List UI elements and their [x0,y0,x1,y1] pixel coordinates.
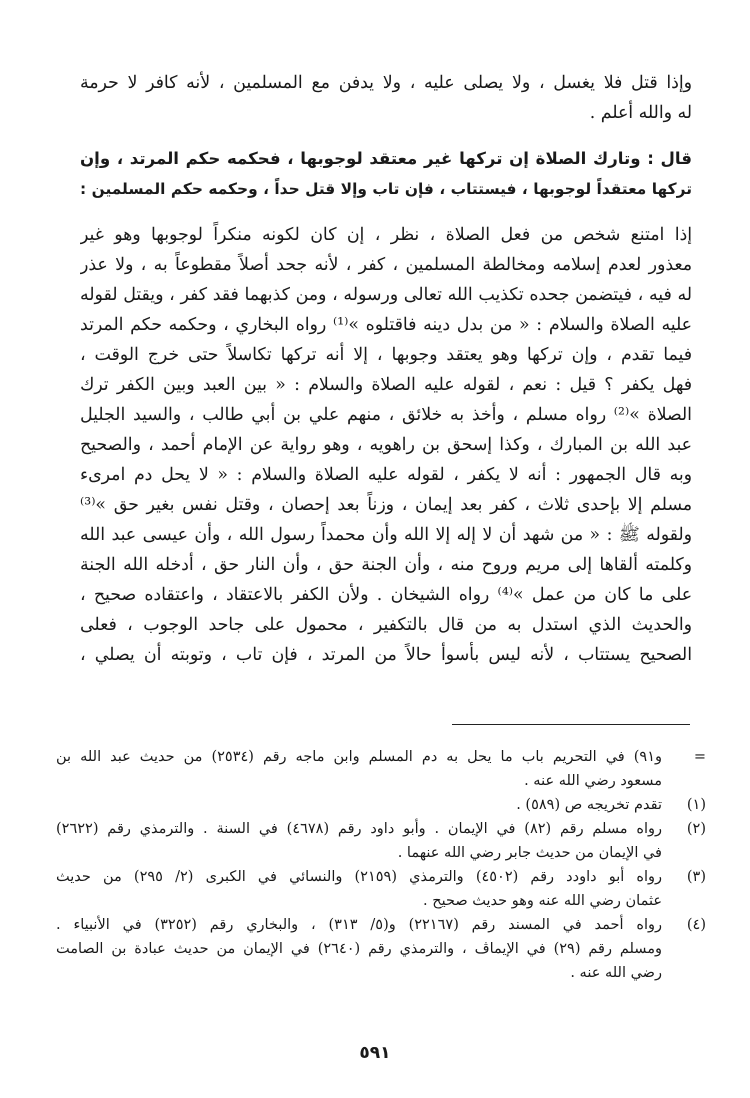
footnote-continued [56,745,706,793]
text-line: ولقوله ﷺ : « من شهد أن لا إله إلا الله وأن محمداً رسول الله ، وأن عيسى عبد الله [80,525,692,545]
footnote-line: في الإيمان من حديث جابر رضي الله عنهما . [397,845,662,861]
footnote-marker: (٣) [686,869,706,885]
footnote-3 [56,865,706,913]
footnote-line: عثمان رضي الله عنه وهو حديث صحيح . [423,893,662,909]
footnotes [56,745,706,985]
footnote-marker: (٢) [686,821,706,837]
footnote-line: تقدم تخريجه ص (٥٨٩) . [516,797,662,813]
matn-paragraph [80,144,692,204]
footnote-line: رواه أبو داودد رقم (٤٥٠٢) والترمذي (٢١٥٩) والنسائي في الكبرى (٢/ ٢٩٥) من حديث [56,869,662,885]
footnote-marker: (١) [686,797,706,813]
text-line: معذور لعدم إسلامه ومخالطة المسلمين ، كفر ، لأنه جحد أصلاً مقطوعاً به ، ولا عذر [80,255,692,275]
text-line: وإذا قتل فلا يغسل ، ولا يصلى عليه ، ولا يدفن مع المسلمين ، لأنه كافر لا حرمة [80,73,692,93]
main-text [80,68,692,670]
text-line: وبه قال الجمهور : أنه لا يكفر ، لقوله عليه الصلاة والسلام : « لا يحل دم امرىء [80,465,692,485]
footnote-line: و٩١) في التحريم باب ما يحل به دم المسلم وابن ماجه رقم (٢٥٣٤) من حديث عبد الله بن [56,749,662,765]
footnote-line: رضي الله عنه . [570,965,662,981]
text-line: الصلاة »⁽²⁾ رواه مسلم ، وأخذ به خلائق ، منهم علي بن أبي طالب ، والسيد الجليل [80,405,692,425]
footnote-line: رواه أحمد في المسند رقم (٢٢١٦٧) و(٥/ ٣١٣) ، والبخاري رقم (٣٢٥٢) في الأنبياء . [56,917,662,933]
text-line: عليه الصلاة والسلام : « من بدل دينه فاقتلوه »⁽¹⁾ رواه البخاري ، وحكمه حكم المرتد [80,315,692,335]
paragraph-1 [80,68,692,128]
text-line: مسلم إلا بإحدى ثلاث ، كفر بعد إيمان ، وزناً بعد إحصان ، وقتل نفس بغير حق »⁽³⁾ [80,495,692,515]
text-line: عبد الله بن المبارك ، وكذا إسحق بن راهويه ، وهو رواية عن الإمام أحمد ، والصحيح [80,435,692,455]
footnote-4 [56,913,706,985]
text-line: فيما تقدم ، وإن تركها وهو يعتقد وجوبها ، إلا أنه تركها تكاسلاً حتى خرج الوقت ، [80,345,692,365]
footnote-marker: = [693,749,706,765]
text-line: وكلمته ألقاها إلى مريم وروح منه ، وأن الجنة حق ، وأن النار حق ، أدخله الله الجنة [80,555,692,575]
footnote-2 [56,817,706,865]
text-line: الصحيح يستتاب ، لأنه ليس بأسوأ حالاً من المرتد ، فإن تاب ، وتوبته أن يصلي ، [80,645,692,665]
footnote-line: رواه مسلم رقم (٨٢) في الإيمان . وأبو داود رقم (٤٦٧٨) في السنة . والترمذي رقم (٢٦٢٢) [56,821,662,837]
text-line: له فيه ، فيتضمن جحده تكذيب الله تعالى ورسوله ، ومن كذبهما فقد كفر ، ويقتل لقوله [80,285,692,305]
text-line: والحديث الذي استدل به من قال بالتكفير ، محمول على جاحد الوجوب ، فعلى [80,615,692,635]
text-line: له والله أعلم . [589,103,692,123]
text-line: فهل يكفر ؟ قيل : نعم ، لقوله عليه الصلاة والسلام : « بين العبد وبين الكفر ترك [80,375,692,395]
footnote-separator [452,724,690,725]
paragraph-2 [80,220,692,670]
text-line: على ما كان من عمل »⁽⁴⁾ رواه الشيخان . ولأن الكفر بالاعتقاد ، واعتقاده صحيح ، [80,585,692,605]
footnote-marker: (٤) [686,917,706,933]
matn-line: قال : وتارك الصلاة إن تركها غير معتقد لوجوبها ، فحكمه حكم المرتد ، وإن [80,149,692,168]
footnote-1 [56,793,706,817]
footnote-line: مسعود رضي الله عنه . [524,773,662,789]
footnote-line: ومسلم رقم (٢٩) في الإيماڤ ، والترمذي رقم (٢٦٤٠) في الإيمان من حديث عبادة بن الصامت [56,941,662,957]
page-number: ٥٩١ [359,1043,391,1063]
text-line: إذا امتنع شخص من فعل الصلاة ، نظر ، إن كان لكونه منكراً لوجوبها وهو غير [80,225,692,245]
matn-line: تركها معتقداً لوجوبها ، فيستتاب ، فإن تاب وإلا قتل حداً ، وحكمه حكم المسلمين : [80,180,692,198]
